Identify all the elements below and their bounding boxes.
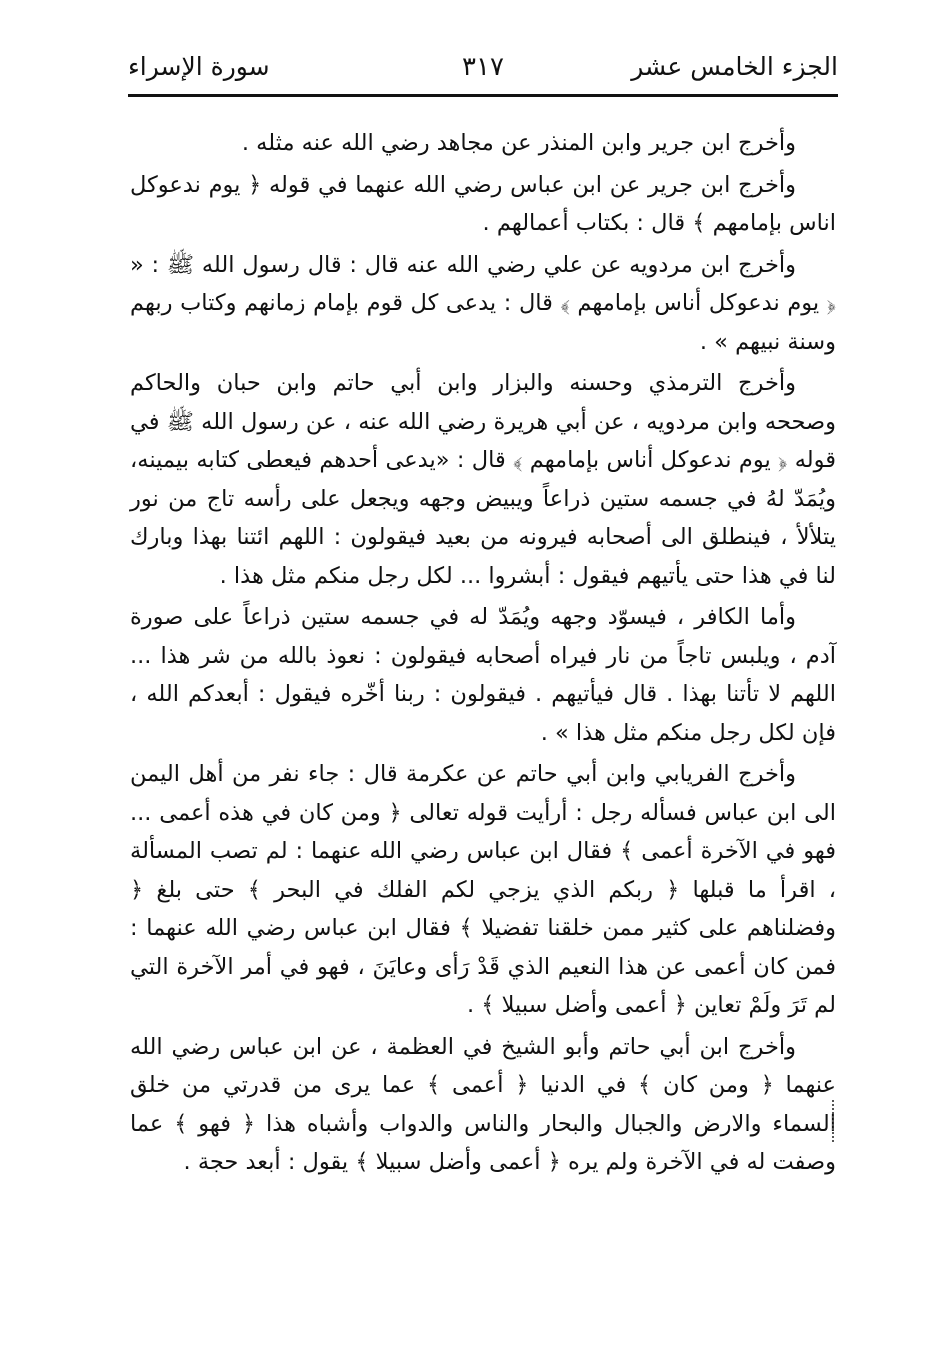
header-rule <box>128 94 838 97</box>
paragraph: وأخرج ابن جرير عن ابن عباس رضي الله عنهما في قوله ﴿ يوم ندعوكل اناس بإمامهم ﴾ قال : بكتاب أعمالهم . <box>130 171 836 236</box>
part-label: الجزء الخامس عشر <box>631 52 838 81</box>
paragraph: وأخرج ابن جرير وابن المنذر عن مجاهد رضي الله عنه مثله . <box>241 130 796 156</box>
page-body <box>130 124 836 1185</box>
paragraph: وأخرج ابن مردويه عن علي رضي الله عنه قال : قال رسول الله ﷺ : « ﴿ يوم ندعوكل أناس بإمامهم ﴾ قال : يدعى كل قوم بإمام زمانهم وكتاب ربهم وسنة نبيهم » . <box>130 251 836 355</box>
running-header <box>128 40 838 92</box>
paragraph: وأخرج ابن أبي حاتم وأبو الشيخ في العظمة ، عن ابن عباس رضي الله عنهما ﴿ ومن كان ﴾ في الدنيا ﴿ أعمى ﴾ عما يرى من قدرتي من خلق السماء والارض والجبال والبحار والناس والدواب وأشباه هذا ﴿ فهو ﴾ عما وصفت له في الآخرة ولم يره ﴿ أعمى وأضل سبيلا ﴾ يقول : أبعد حجة . <box>130 1033 836 1175</box>
surah-label: سورة الإسراء <box>128 52 270 81</box>
margin-mark <box>832 1100 834 1142</box>
paragraph: وأخرج الترمذي وحسنه والبزار وابن أبي حاتم وابن حبان والحاكم وصححه وابن مردويه ، عن أبي هريرة رضي الله عنه ، عن رسول الله ﷺ في قوله ﴿ يوم ندعوكل أناس بإمامهم ﴾ قال : «يدعى أحدهم فيعطى كتابه بيمينه، ويُمَدّ لهُ في جسمه ستين ذراعاً ويبيض وجهه ويجعل على رأسه تاج من نور يتلألأ ، فينطلق الى أصحابه فيرونه من بعيد فيقولون : اللهم ائتنا بهذا وبارك لنا في هذا حتى يأتيهم فيقول : أبشروا ... لكل رجل منكم مثل هذا . <box>130 370 836 589</box>
paragraph: وأما الكافر ، فيسوّد وجهه ويُمَدّ له في جسمه ستين ذراعاً على صورة آدم ، ويلبس تاجاً من نار فيراه أصحابه فيقولون : نعوذ بالله من شر هذا ... اللهم لا تأتنا بهذا . قال فيأتيهم . فيقولون : ربنا أخّره فيقول : أبعدكم الله ، فإن لكل رجل منكم مثل هذا » . <box>130 604 836 746</box>
page-number: ٣١٧ <box>462 52 504 82</box>
paragraph: وأخرج الفريابي وابن أبي حاتم عن عكرمة قال : جاء نفر من أهل اليمن الى ابن عباس فسأله رجل : أرأيت قوله تعالى ﴿ ومن كان في هذه أعمى ... فهو في الآخرة أعمى ﴾ فقال ابن عباس رضي الله عنهما : لم تصب المسألة ، اقرأ ما قبلها ﴿ ربكم الذي يزجي لكم الفلك في البحر ﴾ حتى بلغ ﴿ وفضلناهم على كثير ممن خلقنا تفضيلا ﴾ فقال ابن عباس رضي الله عنهما : فمن كان أعمى عن هذا النعيم الذي قَدْ رَأى وعايَنَ ، فهو في أمر الآخرة التي لم تَرَ ولَمْ تعاين ﴿ أعمى وأضل سبيلا ﴾ . <box>130 761 836 1018</box>
